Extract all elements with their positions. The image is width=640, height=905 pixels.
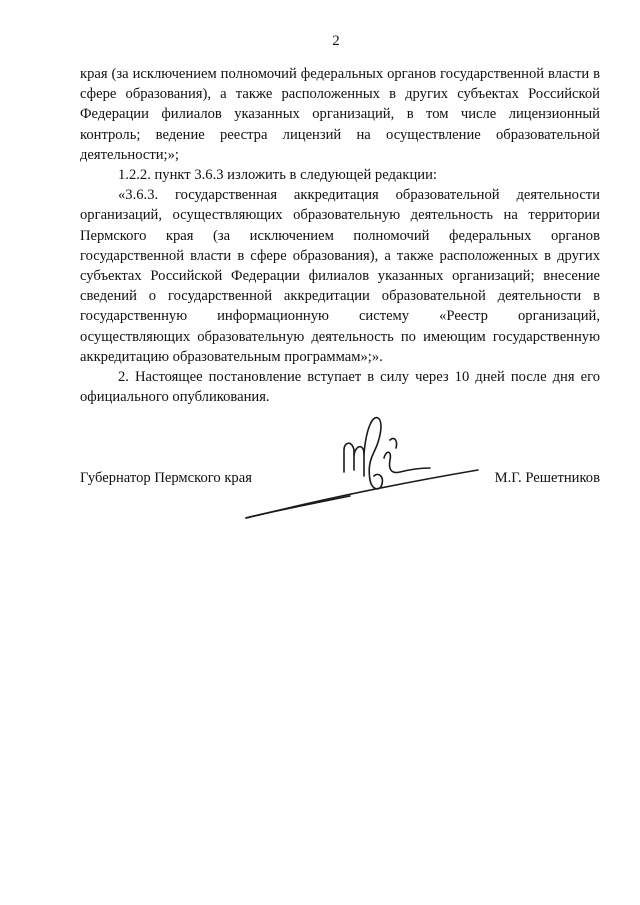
paragraph-item-1-2-2: 1.2.2. пункт 3.6.3 изложить в следующей редакции: xyxy=(118,167,437,184)
paragraph-continuation: края (за исключением полномочий федеральных органов государственной власти в сфере образования), а также расположенных в других субъектах Российской Федерации филиалов указанных организаций, в том числе лицензионный контроль; ведение реестра лицензий на осуществление образовательной деятельности;»; xyxy=(80,66,600,163)
signatory-title: Губернатор Пермского края xyxy=(80,470,252,486)
signature-block xyxy=(80,470,600,492)
signatory-name: М.Г. Решетников xyxy=(494,470,600,486)
document-body xyxy=(80,64,600,407)
handwritten-signature-icon xyxy=(240,410,480,525)
paragraph-item-2: 2. Настоящее постановление вступает в силу через 10 дней после дня его официального опубликования. xyxy=(80,369,600,406)
page-number: 2 xyxy=(332,33,340,49)
paragraph-item-3-6-3: «3.6.3. государственная аккредитация образовательной деятельности организаций, осуществляющих образовательную деятельность на территории Пермского края (за исключением полномочий федеральных органов государственной власти в сфере образования), а также расположенных в других субъектах Российской Федерации филиалов указанных организаций; внесение сведений о государственной аккредитации образовательной деятельности в государственную информационную систему «Реестр организаций, осуществляющих образовательную деятельность по имеющим государственную аккредитацию образовательным программам»;». xyxy=(80,187,600,365)
